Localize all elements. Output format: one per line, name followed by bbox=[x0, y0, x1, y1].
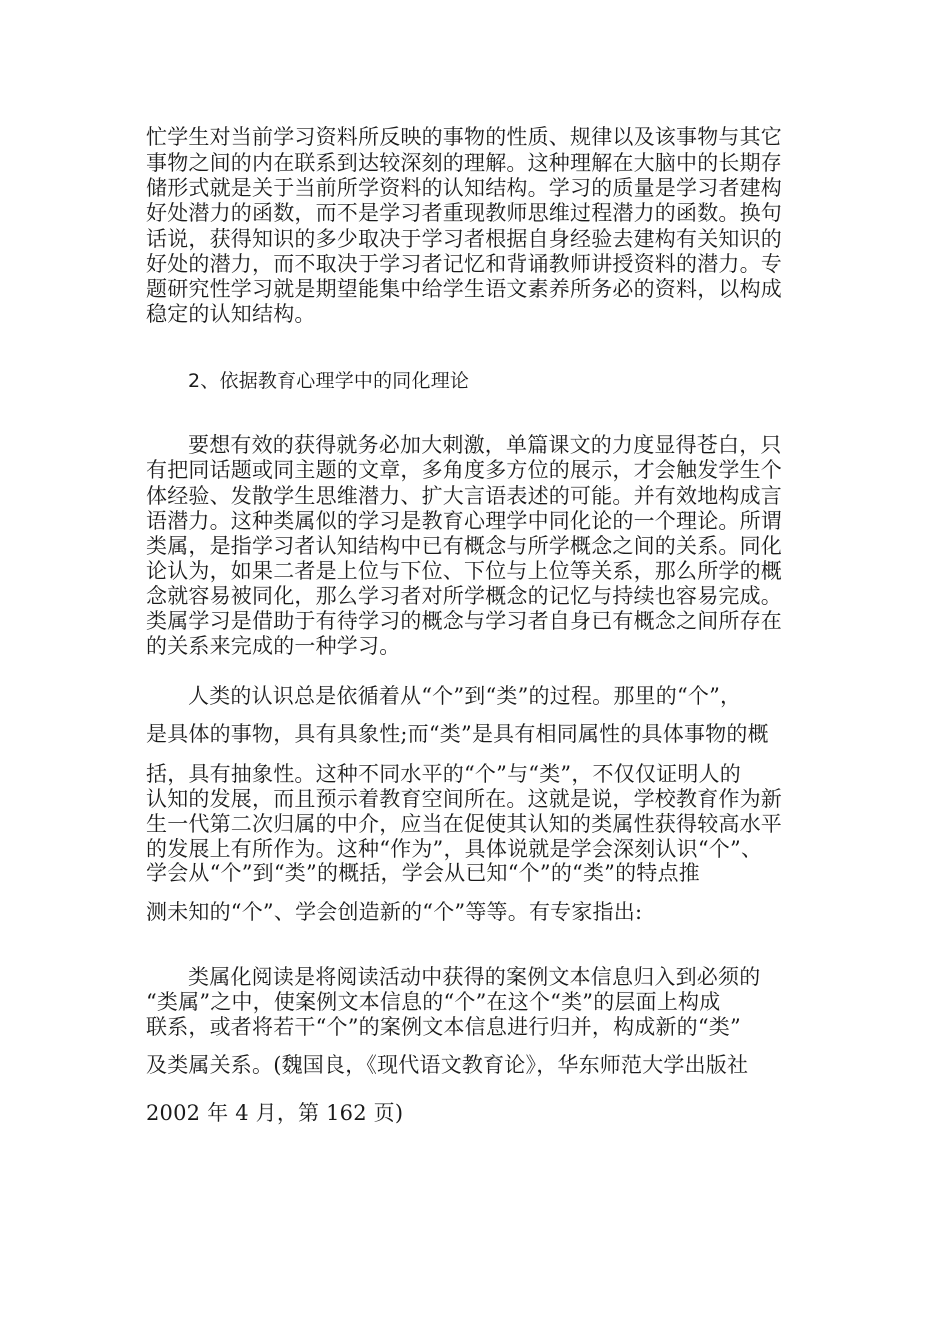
paragraph-1-line: 稳定的认知结构。 bbox=[146, 302, 316, 326]
paragraph-2-line: 类属学习是借助于有待学习的概念与学习者自身已有概念之间所存在 bbox=[146, 609, 782, 633]
quote-line: 及类属关系。(魏国良，《现代语文教育论》，华东师范大学出版社 bbox=[146, 1053, 749, 1077]
paragraph-3-line: 测未知的“个”、学会创造新的“个”等等。有专家指出: bbox=[146, 900, 643, 924]
paragraph-1-line: 忙学生对当前学习资料所反映的事物的性质、规律以及该事物与其它 bbox=[146, 125, 782, 149]
paragraph-3-line: 括，具有抽象性。这种不同水平的“个”与“类”，不仅仅证明人的 bbox=[146, 762, 741, 786]
paragraph-3-line: 生一代第二次归属的中介，应当在促使其认知的类属性获得较高水平 bbox=[146, 812, 782, 836]
paragraph-1-line: 储形式就是关于当前所学资料的认知结构。学习的质量是学习者建构 bbox=[146, 176, 782, 200]
paragraph-2-line: 有把同话题或同主题的文章，多角度多方位的展示，才会触发学生个 bbox=[146, 458, 782, 482]
paragraph-3-line: 学会从“个”到“类”的概括，学会从已知“个”的“类”的特点推 bbox=[146, 861, 700, 885]
paragraph-2-line: 论认为，如果二者是上位与下位、下位与上位等关系，那么所学的概 bbox=[146, 559, 782, 583]
section-heading: 2、依据教育心理学中的同化理论 bbox=[188, 370, 470, 392]
quote-citation-line: 2002 年 4 月，第 162 页) bbox=[146, 1101, 404, 1125]
paragraph-2-line: 念就容易被同化，那么学习者对所学概念的记忆与持续也容易完成。 bbox=[146, 584, 782, 608]
paragraph-2-line: 类属，是指学习者认知结构中已有概念与所学概念之间的关系。同化 bbox=[146, 534, 782, 558]
paragraph-3-line: 人类的认识总是依循着从“个”到“类”的过程。那里的“个”， bbox=[188, 684, 742, 708]
paragraph-1-line: 事物之间的内在联系到达较深刻的理解。这种理解在大脑中的长期存 bbox=[146, 151, 782, 175]
paragraph-1-line: 话说，获得知识的多少取决于学习者根据自身经验去建构有关知识的 bbox=[146, 227, 782, 251]
quote-line: 联系，或者将若干“个”的案例文本信息进行归并，构成新的“类” bbox=[146, 1015, 741, 1039]
paragraph-1-line: 好处潜力的函数，而不是学习者重现教师思维过程潜力的函数。换句 bbox=[146, 201, 782, 225]
quote-line: 类属化阅读是将阅读活动中获得的案例文本信息归入到必须的 bbox=[188, 965, 761, 989]
quote-line: “类属”之中，使案例文本信息的“个”在这个“类”的层面上构成 bbox=[146, 990, 721, 1014]
paragraph-2-line: 的关系来完成的一种学习。 bbox=[146, 634, 401, 658]
paragraph-3-line: 是具体的事物，具有具象性;而“类”是具有相同属性的具体事物的概 bbox=[146, 722, 769, 746]
paragraph-2-line: 要想有效的获得就务必加大刺激，单篇课文的力度显得苍白，只 bbox=[188, 433, 782, 457]
paragraph-3-line: 认知的发展，而且预示着教育空间所在。这就是说，学校教育作为新 bbox=[146, 787, 782, 811]
paragraph-1-line: 好处的潜力，而不取决于学习者记忆和背诵教师讲授资料的潜力。专 bbox=[146, 252, 782, 276]
paragraph-3-line: 的发展上有所作为。这种“作为”，具体说就是学会深刻认识“个”、 bbox=[146, 837, 763, 861]
paragraph-1-line: 题研究性学习就是期望能集中给学生语文素养所务必的资料，以构成 bbox=[146, 277, 782, 301]
paragraph-2-line: 语潜力。这种类属似的学习是教育心理学中同化论的一个理论。所谓 bbox=[146, 509, 782, 533]
paragraph-2-line: 体经验、发散学生思维潜力、扩大言语表述的可能。并有效地构成言 bbox=[146, 484, 782, 508]
